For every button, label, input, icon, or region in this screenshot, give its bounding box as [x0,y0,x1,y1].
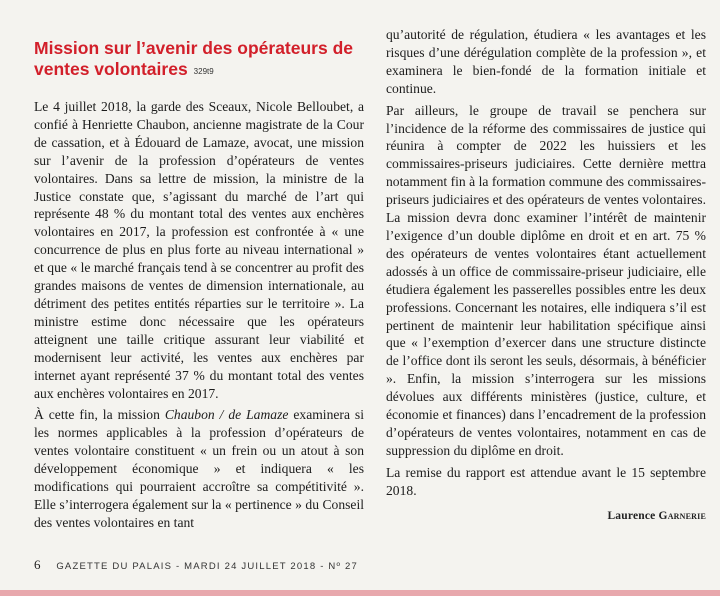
mission-name-italic: Chaubon / de Lamaze [164,407,289,423]
right-column [386,0,706,522]
page-number: 6 [34,557,41,572]
paragraph-2 [34,406,364,531]
paragraph-5: La remise du rapport est attendue avant le 15 septembre 2018. [386,464,706,498]
author-last-name: Garnerie [658,509,706,522]
paragraph-2-start: À cette fin, la mission [34,407,165,423]
paragraph-1: Le 4 juillet 2018, la garde des Sceaux, Nicole Belloubet, a confié à Henriette Chaubon, ancienne magistrate de la Cour de cassation, et à Édouard de Lamaze, avocat, une mission sur l’avenir de la profession d’opérateurs de ventes volontaires. Dans sa lettre de mission, la ministre de la Justice constate que, s’agissant du marché de l’art qui représente 48 % du montant total des ventes aux enchères volontaires en 2017, la profession est confrontée à « une concurrence de plus en plus forte au niveau international » et que « le marché français tend à se concentrer au profit des grandes maisons de ventes de dimension internationale, au détriment des petites entités réparties sur le territoire ». La ministre estime donc nécessaire que les opérateurs atteignent une taille critique assurant leur viabilité et modernisent leur activité, les ventes aux enchères par internet ayant représenté 37 % du montant total des ventes aux enchères volontaires en 2017. [34,99,364,401]
publication-line: GAZETTE DU PALAIS - MARDI 24 JUILLET 2018 - Nº 27 [56,561,358,572]
bottom-margin [0,596,720,606]
author-first-name: Laurence [607,509,656,522]
article-reference: 329t9 [193,67,214,76]
page-footer [34,557,704,573]
paragraph-4: Par ailleurs, le groupe de travail se penchera sur l’incidence de la réforme des commissaires de justice qui réunira à compter de 2022 les huissiers et les commissaires-priseurs judiciaires. Cette dernière mettra notamment fin à la formation commune des commissaires-priseurs judiciaires et des opérateurs de ventes volontaires. La mission devra donc examiner l’intérêt de maintenir l’exigence d’un double diplôme en droit et en art. 75 % des opérateurs de ventes volontaires étant actuellement adossés à un office de commissaire-priseur judiciaire, elle étudiera également les passerelles possibles entre les deux professions. Concernant les notaires, elle indiquera s’il est pertinent de maintenir leur habilitation spécifique ainsi que « l’exemption d’exercer dans une structure distincte de l’office dont ils seront les seuls, désormais, à bénéficier ». Enfin, la mission s’interrogera sur les missions dévolues aux différents ministères (justice, culture, et économie et finances) dans l’encadrement de la profession d’opérateurs de ventes volontaires, notamment en cas de suppression du diplôme en droit. [386,102,706,458]
article-title [34,38,364,82]
article-title-text: Mission sur l’avenir des opérateurs de ventes volontaires [34,38,353,79]
left-column [34,0,364,532]
paragraph-2-end: examinera si les normes applicables à la profession d’opérateurs de ventes volontaire constituent « un frein ou un atout à son développement économique » et indiquera « les modifications qui pourraient accroître sa compétitivité ». Elle s’interrogera également sur la « pertinence » du Conseil des ventes volontaires en tant [34,407,364,530]
author-signature [386,510,706,522]
paragraph-3: qu’autorité de régulation, étudiera « les avantages et les risques d’une dérégulation complète de la profession », et examinera le bien-fondé de la formation initiale et continue. [386,27,706,96]
